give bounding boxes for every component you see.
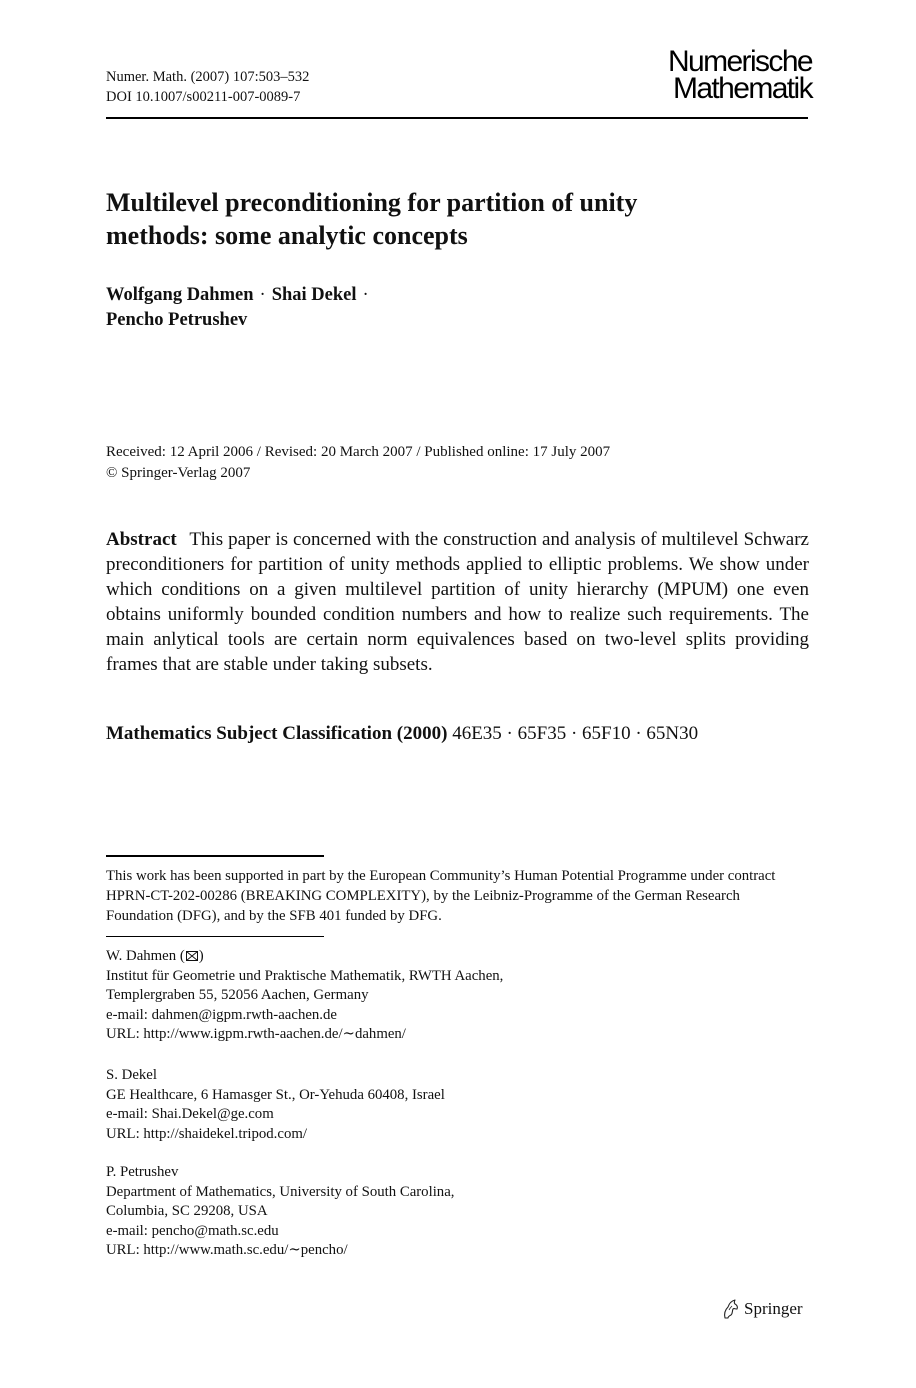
msc-label: Mathematics Subject Classification (2000) [106,723,448,744]
author-name: Shai Dekel [271,285,357,305]
author-separator: · [362,285,369,305]
affiliation-line: Columbia, SC 29208, USA [106,1203,268,1220]
publisher-name: Springer [744,1299,803,1318]
abstract-label: Abstract [106,529,177,550]
msc-codes: 46E35 · 65F35 · 65F10 · 65N30 [452,723,699,744]
publisher-logo [722,1298,803,1320]
title-line2: methods: some analytic concepts [106,221,468,250]
affiliation-name: W. Dahmen ( [106,948,185,964]
affiliation-dahmen [106,947,503,1045]
email-line: e-mail: pencho@math.sc.edu [106,1222,279,1239]
title-line1: Multilevel preconditioning for partition of unity [106,188,638,217]
affiliation-rule [106,936,324,937]
affiliation-name-close: ) [198,948,204,964]
funding-note: This work has been supported in part by the European Community’s Human Potential Programme under contract HPRN-CT-202-00286 (BREAKING COMPLEXITY), by the Leibniz-Programme of the German Research Foundation (DFG), and by the SFB 401 funded by DFG. [106,868,776,924]
affiliation-petrushev [106,1163,454,1261]
envelope-icon [186,951,198,961]
affiliation-name: S. Dekel [106,1067,157,1083]
journal-name-line2: Mathematik [672,72,812,105]
copyright-line: © Springer-Verlag 2007 [106,465,251,481]
affiliation-name: P. Petrushev [106,1164,179,1180]
email-line: e-mail: dahmen@igpm.rwth-aachen.de [106,1006,337,1023]
author-name: Wolfgang Dahmen [106,285,254,305]
url-line: URL: http://www.math.sc.edu/∼pencho/ [106,1242,348,1259]
url-line: URL: http://shaidekel.tripod.com/ [106,1125,307,1142]
affiliation-dekel [106,1066,445,1144]
citation-line: Numer. Math. (2007) 107:503–532 [106,69,310,85]
header-rule [106,117,808,119]
affiliation-line: Institut für Geometrie und Praktische Mathematik, RWTH Aachen, [106,967,504,984]
affiliation-line: GE Healthcare, 6 Hamasger St., Or-Yehuda 60408, Israel [106,1086,445,1103]
author-separator: · [259,285,266,305]
doi-line: DOI 10.1007/s00211-007-0089-7 [106,89,301,105]
journal-logo [640,45,812,105]
author-name: Pencho Petrushev [106,310,248,330]
citation-block [106,67,309,107]
paper-title [106,186,746,252]
springer-horse-icon [722,1298,740,1320]
author-list [106,283,375,333]
history-line: Received: 12 April 2006 / Revised: 20 March 2007 / Published online: 17 July 2007 [106,444,611,460]
publication-history [106,442,610,484]
journal-name-line1: Numerische [667,45,812,78]
url-line: URL: http://www.igpm.rwth-aachen.de/∼dahmen/ [106,1026,406,1043]
abstract-text: This paper is concerned with the construction and analysis of multilevel Schwarz preconditioners for partition of unity methods applied to elliptic problems. We show under which conditions on a given multilevel partition of unity hierarchy (MPUM) one even obtains uniformly bounded condition numbers and how to realize such requirements. The main anlytical tools are certain norm equivalences based on two-level splits providing frames that are stable under taking subsets. [106,529,809,675]
subject-classification [106,721,698,746]
abstract [106,527,809,677]
affiliation-line: Department of Mathematics, University of South Carolina, [106,1183,455,1200]
affiliation-line: Templergraben 55, 52056 Aachen, Germany [106,987,369,1004]
footnote-rule [106,855,324,857]
email-line: e-mail: Shai.Dekel@ge.com [106,1106,274,1123]
